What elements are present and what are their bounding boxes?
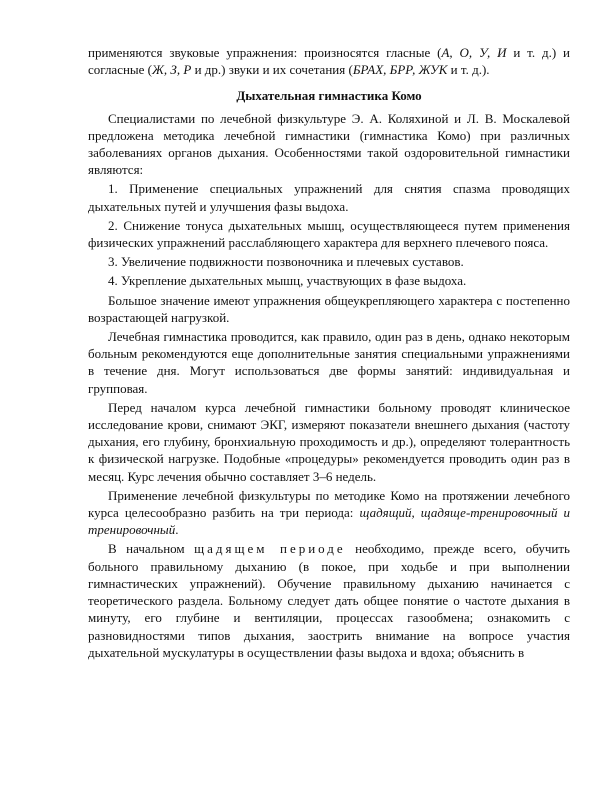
text-segment: 2. Снижение тонуса дыхательных мышц, осуществляющееся путем применения физических упражнений расслабляющего характера для верхнего плечевого пояса. [88, 217, 570, 251]
section-heading: Дыхательная гимнастика Комо [236, 88, 422, 104]
text-segment: Специалистами по лечебной физкультуре Э. А. Коляхиной и Л. В. Москалевой предложена методика лечебной гимнастики (гимнастика Комо) при различных заболеваниях органов дыхания. Особенностями такой оздоровительной гимнастики являются: [88, 110, 570, 178]
gentle-period-paragraph [88, 540, 570, 660]
text-segment: 1. Применение специальных упражнений для снятия спазма проводящих дыхательных путей и улучшения фазы выдоха. [88, 181, 570, 214]
periods-paragraph [88, 487, 570, 539]
text-segment: применяются звуковые упражнения: произносятся гласные ( [88, 45, 442, 60]
spaced-term: щадящем периоде [194, 541, 346, 557]
text-segment: Большое значение имеют упражнения общеукрепляющего характера с постепенно возрастающей нагрузкой. [88, 292, 570, 325]
text-segment: В начальном [108, 541, 195, 557]
schedule-paragraph [88, 328, 570, 397]
italic-periods: щадящий, щадяще-тренировочный и тренировочный [88, 505, 570, 538]
italic-vowels: А, О, У, И [441, 45, 507, 60]
document-page [88, 44, 570, 661]
list-item-4 [88, 272, 570, 289]
text-segment: необходимо, прежде всего, обучить больного правильному дыханию (в покое, при ходьбе и при выполнении гимнастических упражнений). Обучение правильному дыханию начинается с теоретического раздела. Больному следует дать общее понятие о частоте дыхания в минуту, его глубине и вентиляции, процессах газообмена; ознакомить с разновидностями типов дыхания, заострить внимание на вопросе участия дыхательной мускулатуры в осуществлении фазы выдоха и вдоха; объяснить в [88, 541, 570, 660]
text-segment: Лечебная гимнастика проводится, как правило, один раз в день, однако некоторым больным рекомендуются еще дополнительные занятия специальными упражнениями в течение дня. Могут использоваться две формы занятий: индивидуальная и групповая. [88, 329, 570, 396]
text-segment: 4. Укрепление дыхательных мышц, участвующих в фазе выдоха. [108, 273, 467, 289]
list-item-2 [88, 217, 570, 251]
general-paragraph [88, 292, 570, 326]
exam-paragraph [88, 399, 570, 485]
text-segment: и т. д.) и согласные ( [88, 45, 570, 78]
italic-consonants: Ж, З, Р [152, 62, 192, 78]
list-item-3 [88, 253, 570, 270]
text-segment: . [175, 522, 179, 538]
text-segment: 3. Увеличение подвижности позвоночника и плечевых суставов. [108, 254, 464, 270]
text-segment: Применение лечебной физкультуры по методике Комо на протяжении лечебного курса целесообразно разбить на три периода: [88, 487, 570, 521]
text-segment: Перед началом курса лечебной гимнастики больному проводят клиническое исследование крови, снимают ЭКГ, измеряют показатели внешнего дыхания (частоту дыхания, его глубину, бронхиальную проходимость и др.), определяют толерантность к физической нагрузке. Подобные «процедуры» рекомендуется проводить один раз в месяц. Курс лечения обычно составляет 3–6 недель. [88, 399, 570, 484]
intro-paragraph [88, 44, 570, 78]
authors-paragraph [88, 110, 570, 179]
list-item-1 [88, 180, 570, 214]
text-segment: и др.) звуки и их сочетания ( [191, 62, 353, 78]
italic-combinations: БРАХ, БРР, ЖУК [352, 62, 448, 78]
text-segment: и т. д.). [447, 62, 490, 78]
